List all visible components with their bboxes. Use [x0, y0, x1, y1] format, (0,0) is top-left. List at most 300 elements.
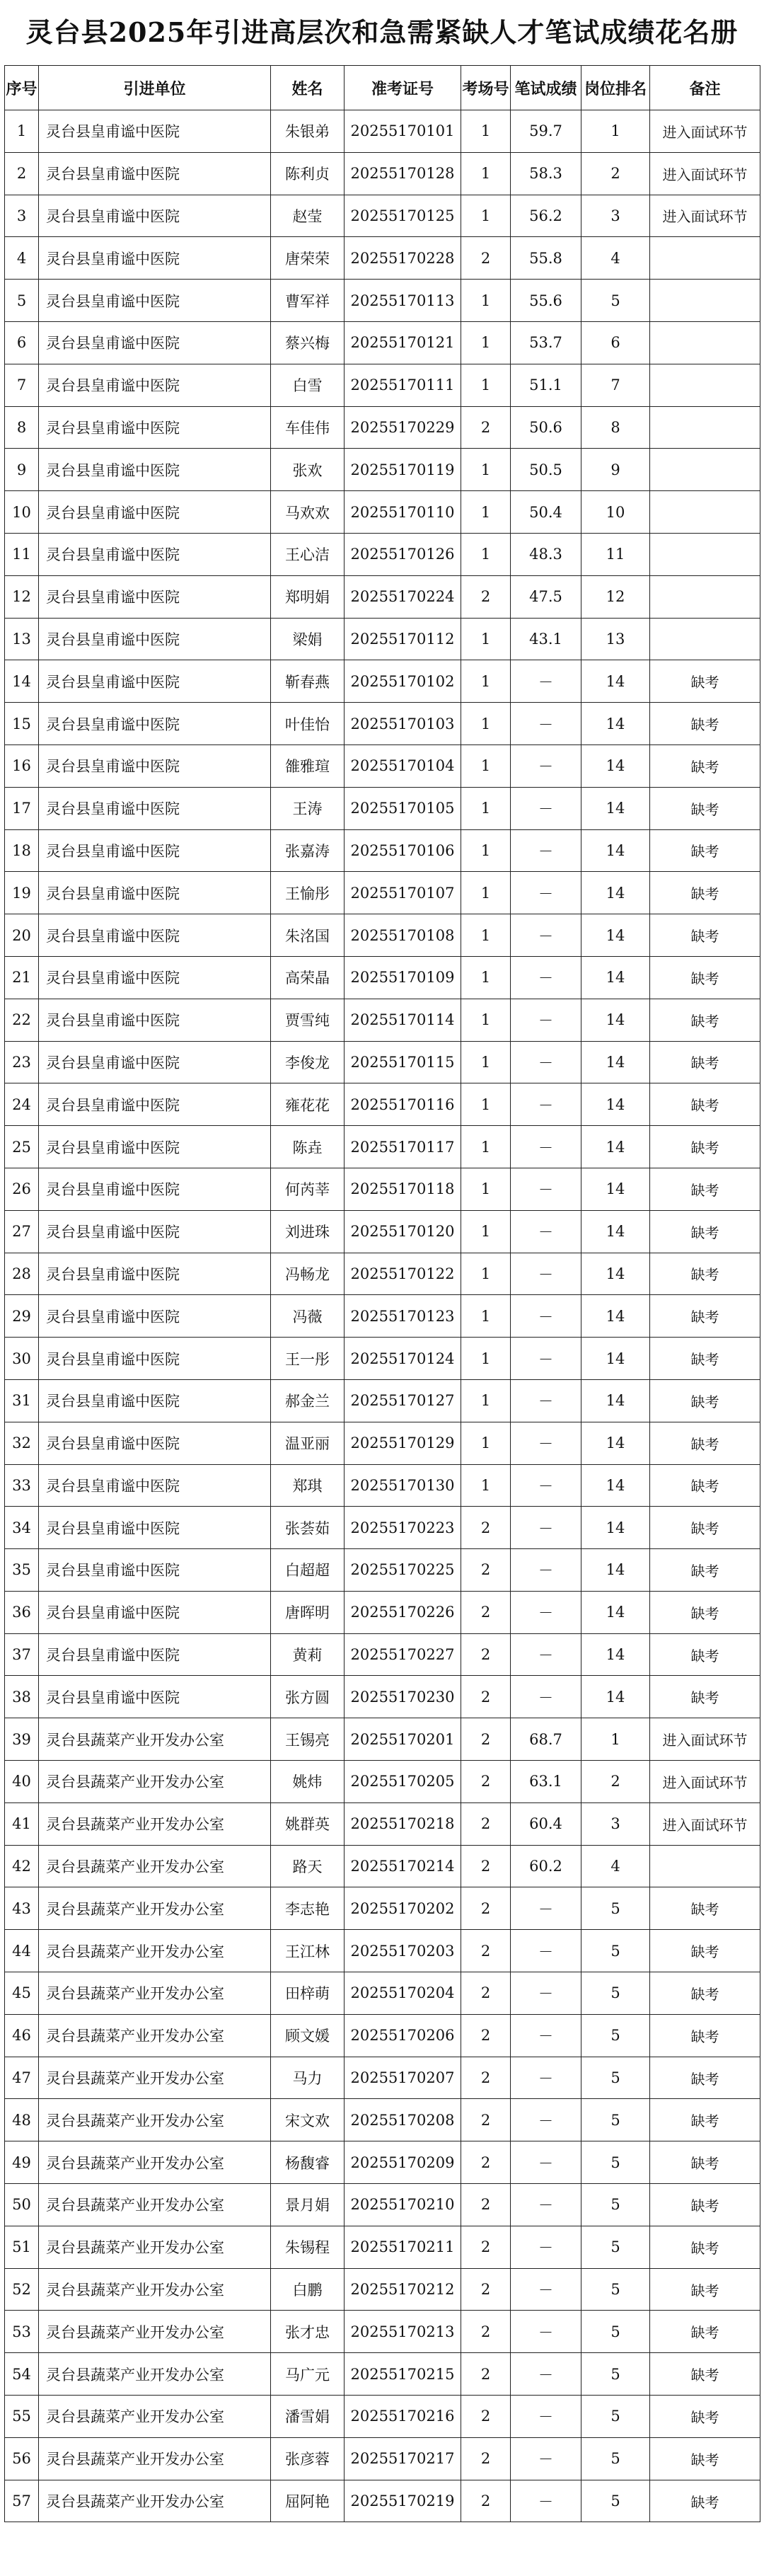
cell-ticket: 20255170218	[345, 1802, 461, 1845]
cell-index: 47	[5, 2057, 39, 2099]
cell-unit: 灵台县皇甫谧中医院	[39, 491, 271, 534]
cell-rank: 14	[581, 1168, 650, 1210]
cell-rank: 14	[581, 999, 650, 1041]
cell-name: 曹军祥	[271, 280, 345, 322]
cell-unit: 灵台县蔬菜产业开发办公室	[39, 2268, 271, 2311]
cell-name: 姚群英	[271, 1802, 345, 1845]
cell-rank: 5	[581, 2396, 650, 2438]
cell-rank: 5	[581, 2437, 650, 2480]
cell-room: 2	[461, 1887, 511, 1930]
cell-index: 55	[5, 2396, 39, 2438]
cell-rank: 4	[581, 237, 650, 280]
table-row	[5, 321, 760, 364]
cell-ticket: 20255170110	[345, 491, 461, 534]
cell-index: 7	[5, 364, 39, 406]
cell-rank: 14	[581, 1253, 650, 1295]
cell-unit: 灵台县皇甫谧中医院	[39, 1126, 271, 1168]
cell-room: 1	[461, 110, 511, 153]
cell-remark	[650, 237, 760, 280]
cell-room: 1	[461, 1210, 511, 1253]
table-row	[5, 1845, 760, 1887]
cell-index: 24	[5, 1083, 39, 1126]
cell-remark: 缺考	[650, 1168, 760, 1210]
cell-room: 1	[461, 1379, 511, 1422]
cell-rank: 10	[581, 491, 650, 534]
cell-remark: 缺考	[650, 660, 760, 703]
cell-room: 1	[461, 1126, 511, 1168]
cell-room: 2	[461, 2311, 511, 2353]
cell-name: 温亚丽	[271, 1422, 345, 1464]
cell-index: 27	[5, 1210, 39, 1253]
cell-room: 2	[461, 1761, 511, 1803]
cell-name: 张彦蓉	[271, 2437, 345, 2480]
cell-remark: 缺考	[650, 1507, 760, 1549]
cell-score: 50.5	[511, 449, 581, 491]
cell-ticket: 20255170217	[345, 2437, 461, 2480]
cell-unit: 灵台县皇甫谧中医院	[39, 618, 271, 660]
table-row	[5, 2437, 760, 2480]
cell-unit: 灵台县皇甫谧中医院	[39, 872, 271, 914]
cell-rank: 9	[581, 449, 650, 491]
cell-ticket: 20255170210	[345, 2184, 461, 2226]
cell-score: －	[511, 2141, 581, 2184]
cell-ticket: 20255170113	[345, 280, 461, 322]
cell-score: －	[511, 1295, 581, 1338]
table-row	[5, 1718, 760, 1761]
cell-name: 雒雅瑄	[271, 744, 345, 787]
cell-ticket: 20255170101	[345, 110, 461, 153]
cell-score: －	[511, 1083, 581, 1126]
header-remark: 备注	[650, 66, 760, 110]
cell-room: 1	[461, 449, 511, 491]
cell-score: －	[511, 1549, 581, 1592]
cell-name: 李志艳	[271, 1887, 345, 1930]
cell-unit: 灵台县皇甫谧中医院	[39, 829, 271, 872]
cell-room: 1	[461, 829, 511, 872]
table-row	[5, 449, 760, 491]
cell-unit: 灵台县皇甫谧中医院	[39, 1676, 271, 1718]
table-row	[5, 2311, 760, 2353]
table-row	[5, 1464, 760, 1507]
cell-ticket: 20255170115	[345, 1041, 461, 1083]
cell-room: 2	[461, 2057, 511, 2099]
cell-unit: 灵台县皇甫谧中医院	[39, 406, 271, 449]
cell-score: －	[511, 1126, 581, 1168]
cell-score: －	[511, 914, 581, 957]
cell-rank: 5	[581, 2480, 650, 2522]
cell-remark: 缺考	[650, 787, 760, 829]
table-row	[5, 2268, 760, 2311]
cell-score: －	[511, 999, 581, 1041]
cell-rank: 5	[581, 1887, 650, 1930]
cell-index: 39	[5, 1718, 39, 1761]
cell-index: 6	[5, 321, 39, 364]
cell-remark	[650, 449, 760, 491]
cell-ticket: 20255170122	[345, 1253, 461, 1295]
cell-unit: 灵台县蔬菜产业开发办公室	[39, 1802, 271, 1845]
cell-unit: 灵台县蔬菜产业开发办公室	[39, 2184, 271, 2226]
cell-remark: 进入面试环节	[650, 152, 760, 195]
cell-room: 2	[461, 2396, 511, 2438]
cell-rank: 14	[581, 1041, 650, 1083]
cell-index: 46	[5, 2014, 39, 2057]
cell-unit: 灵台县皇甫谧中医院	[39, 1083, 271, 1126]
cell-unit: 灵台县蔬菜产业开发办公室	[39, 1761, 271, 1803]
cell-unit: 灵台县蔬菜产业开发办公室	[39, 2226, 271, 2268]
cell-remark: 缺考	[650, 2480, 760, 2522]
header-ticket: 准考证号	[345, 66, 461, 110]
cell-rank: 14	[581, 1464, 650, 1507]
table-row	[5, 1591, 760, 1633]
cell-unit: 灵台县蔬菜产业开发办公室	[39, 2311, 271, 2353]
cell-ticket: 20255170104	[345, 744, 461, 787]
cell-rank: 14	[581, 1633, 650, 1676]
cell-name: 冯畅龙	[271, 1253, 345, 1295]
cell-ticket: 20255170105	[345, 787, 461, 829]
cell-unit: 灵台县蔬菜产业开发办公室	[39, 2437, 271, 2480]
cell-ticket: 20255170219	[345, 2480, 461, 2522]
cell-score: －	[511, 703, 581, 745]
cell-rank: 14	[581, 787, 650, 829]
cell-remark	[650, 1845, 760, 1887]
cell-name: 车佳伟	[271, 406, 345, 449]
cell-ticket: 20255170201	[345, 1718, 461, 1761]
cell-remark: 缺考	[650, 1338, 760, 1380]
table-row	[5, 406, 760, 449]
cell-index: 44	[5, 1930, 39, 1972]
cell-index: 33	[5, 1464, 39, 1507]
cell-score: －	[511, 1972, 581, 2015]
cell-remark	[650, 406, 760, 449]
cell-index: 36	[5, 1591, 39, 1633]
cell-index: 52	[5, 2268, 39, 2311]
cell-name: 李俊龙	[271, 1041, 345, 1083]
cell-rank: 5	[581, 2014, 650, 2057]
cell-ticket: 20255170108	[345, 914, 461, 957]
cell-rank: 5	[581, 2353, 650, 2396]
cell-unit: 灵台县皇甫谧中医院	[39, 914, 271, 957]
cell-remark	[650, 491, 760, 534]
cell-name: 马力	[271, 2057, 345, 2099]
cell-unit: 灵台县皇甫谧中医院	[39, 1507, 271, 1549]
cell-rank: 14	[581, 1379, 650, 1422]
cell-name: 唐荣荣	[271, 237, 345, 280]
cell-ticket: 20255170102	[345, 660, 461, 703]
cell-name: 白雪	[271, 364, 345, 406]
cell-room: 2	[461, 1633, 511, 1676]
cell-unit: 灵台县皇甫谧中医院	[39, 195, 271, 237]
cell-unit: 灵台县蔬菜产业开发办公室	[39, 2480, 271, 2522]
cell-remark	[650, 618, 760, 660]
table-row	[5, 1549, 760, 1592]
cell-rank: 14	[581, 1676, 650, 1718]
cell-rank: 5	[581, 2141, 650, 2184]
cell-room: 2	[461, 2099, 511, 2141]
cell-index: 17	[5, 787, 39, 829]
table-row	[5, 744, 760, 787]
cell-name: 马广元	[271, 2353, 345, 2396]
cell-ticket: 20255170208	[345, 2099, 461, 2141]
cell-score: －	[511, 787, 581, 829]
cell-unit: 灵台县皇甫谧中医院	[39, 787, 271, 829]
cell-score: －	[511, 2184, 581, 2226]
cell-rank: 14	[581, 872, 650, 914]
cell-score: －	[511, 2480, 581, 2522]
cell-rank: 5	[581, 1930, 650, 1972]
table-row	[5, 1253, 760, 1295]
cell-remark: 进入面试环节	[650, 110, 760, 153]
cell-ticket: 20255170230	[345, 1676, 461, 1718]
cell-unit: 灵台县皇甫谧中医院	[39, 280, 271, 322]
cell-index: 4	[5, 237, 39, 280]
cell-unit: 灵台县皇甫谧中医院	[39, 1210, 271, 1253]
cell-remark: 缺考	[650, 2226, 760, 2268]
cell-index: 3	[5, 195, 39, 237]
table-row	[5, 195, 760, 237]
cell-room: 2	[461, 2014, 511, 2057]
cell-rank: 5	[581, 1972, 650, 2015]
cell-score: 50.4	[511, 491, 581, 534]
cell-score: －	[511, 1507, 581, 1549]
cell-rank: 6	[581, 321, 650, 364]
cell-room: 1	[461, 660, 511, 703]
cell-name: 王江林	[271, 1930, 345, 1972]
cell-name: 蔡兴梅	[271, 321, 345, 364]
cell-room: 2	[461, 1507, 511, 1549]
cell-name: 张才忠	[271, 2311, 345, 2353]
table-row	[5, 618, 760, 660]
cell-rank: 1	[581, 1718, 650, 1761]
cell-room: 1	[461, 195, 511, 237]
cell-ticket: 20255170226	[345, 1591, 461, 1633]
cell-room: 2	[461, 237, 511, 280]
cell-name: 朱洺国	[271, 914, 345, 957]
table-row	[5, 999, 760, 1041]
cell-rank: 5	[581, 2226, 650, 2268]
cell-remark: 缺考	[650, 2437, 760, 2480]
cell-name: 贾雪纯	[271, 999, 345, 1041]
cell-name: 黄莉	[271, 1633, 345, 1676]
cell-index: 53	[5, 2311, 39, 2353]
cell-remark: 缺考	[650, 914, 760, 957]
cell-remark: 缺考	[650, 1253, 760, 1295]
cell-room: 1	[461, 744, 511, 787]
cell-unit: 灵台县蔬菜产业开发办公室	[39, 2014, 271, 2057]
cell-ticket: 20255170206	[345, 2014, 461, 2057]
cell-room: 1	[461, 364, 511, 406]
table-row	[5, 2057, 760, 2099]
cell-ticket: 20255170228	[345, 237, 461, 280]
cell-index: 41	[5, 1802, 39, 1845]
cell-index: 29	[5, 1295, 39, 1338]
cell-unit: 灵台县皇甫谧中医院	[39, 744, 271, 787]
cell-score: －	[511, 2396, 581, 2438]
table-row	[5, 110, 760, 153]
cell-unit: 灵台县皇甫谧中医院	[39, 1422, 271, 1464]
cell-room: 1	[461, 1464, 511, 1507]
cell-remark: 缺考	[650, 1464, 760, 1507]
cell-score: 68.7	[511, 1718, 581, 1761]
cell-unit: 灵台县蔬菜产业开发办公室	[39, 2353, 271, 2396]
cell-rank: 8	[581, 406, 650, 449]
cell-room: 2	[461, 1591, 511, 1633]
cell-unit: 灵台县皇甫谧中医院	[39, 1633, 271, 1676]
cell-index: 21	[5, 956, 39, 999]
cell-name: 王锡亮	[271, 1718, 345, 1761]
table-row	[5, 2226, 760, 2268]
cell-ticket: 20255170124	[345, 1338, 461, 1380]
cell-name: 郝金兰	[271, 1379, 345, 1422]
cell-unit: 灵台县皇甫谧中医院	[39, 1041, 271, 1083]
cell-rank: 2	[581, 1761, 650, 1803]
cell-name: 王一彤	[271, 1338, 345, 1380]
cell-remark: 缺考	[650, 956, 760, 999]
cell-name: 唐晖明	[271, 1591, 345, 1633]
cell-room: 1	[461, 1422, 511, 1464]
cell-remark	[650, 321, 760, 364]
cell-index: 38	[5, 1676, 39, 1718]
cell-unit: 灵台县皇甫谧中医院	[39, 1168, 271, 1210]
table-row	[5, 1338, 760, 1380]
table-row	[5, 1168, 760, 1210]
table-row	[5, 2353, 760, 2396]
table-row	[5, 1633, 760, 1676]
cell-unit: 灵台县皇甫谧中医院	[39, 1591, 271, 1633]
cell-remark	[650, 280, 760, 322]
table-row	[5, 829, 760, 872]
cell-remark: 缺考	[650, 999, 760, 1041]
table-row	[5, 2480, 760, 2522]
table-row	[5, 491, 760, 534]
cell-index: 25	[5, 1126, 39, 1168]
cell-index: 9	[5, 449, 39, 491]
cell-name: 路天	[271, 1845, 345, 1887]
cell-unit: 灵台县皇甫谧中医院	[39, 1295, 271, 1338]
header-name: 姓名	[271, 66, 345, 110]
cell-ticket: 20255170126	[345, 533, 461, 575]
table-header-row	[5, 66, 760, 110]
cell-index: 56	[5, 2437, 39, 2480]
cell-ticket: 20255170212	[345, 2268, 461, 2311]
cell-rank: 13	[581, 618, 650, 660]
table-row	[5, 1930, 760, 1972]
table-body	[5, 110, 760, 2522]
cell-ticket: 20255170118	[345, 1168, 461, 1210]
cell-rank: 3	[581, 195, 650, 237]
cell-ticket: 20255170223	[345, 1507, 461, 1549]
cell-index: 19	[5, 872, 39, 914]
cell-name: 潘雪娟	[271, 2396, 345, 2438]
cell-rank: 14	[581, 956, 650, 999]
cell-room: 1	[461, 1338, 511, 1380]
header-score: 笔试成绩	[511, 66, 581, 110]
cell-remark: 缺考	[650, 2141, 760, 2184]
cell-room: 1	[461, 533, 511, 575]
cell-score: －	[511, 2353, 581, 2396]
cell-score: －	[511, 1253, 581, 1295]
cell-index: 50	[5, 2184, 39, 2226]
cell-remark: 缺考	[650, 1887, 760, 1930]
cell-index: 48	[5, 2099, 39, 2141]
cell-ticket: 20255170214	[345, 1845, 461, 1887]
cell-room: 2	[461, 2268, 511, 2311]
cell-index: 51	[5, 2226, 39, 2268]
cell-unit: 灵台县蔬菜产业开发办公室	[39, 2396, 271, 2438]
cell-remark: 缺考	[650, 1591, 760, 1633]
cell-ticket: 20255170204	[345, 1972, 461, 2015]
cell-remark	[650, 575, 760, 618]
cell-ticket: 20255170106	[345, 829, 461, 872]
cell-rank: 14	[581, 1083, 650, 1126]
cell-name: 马欢欢	[271, 491, 345, 534]
cell-remark: 缺考	[650, 703, 760, 745]
cell-index: 45	[5, 1972, 39, 2015]
cell-remark: 缺考	[650, 2268, 760, 2311]
cell-name: 叶佳怡	[271, 703, 345, 745]
cell-room: 1	[461, 787, 511, 829]
cell-score: －	[511, 744, 581, 787]
cell-score: 55.8	[511, 237, 581, 280]
cell-rank: 2	[581, 152, 650, 195]
cell-index: 1	[5, 110, 39, 153]
cell-ticket: 20255170207	[345, 2057, 461, 2099]
cell-rank: 4	[581, 1845, 650, 1887]
cell-score: －	[511, 872, 581, 914]
cell-index: 23	[5, 1041, 39, 1083]
cell-room: 2	[461, 1972, 511, 2015]
cell-unit: 灵台县皇甫谧中医院	[39, 364, 271, 406]
cell-room: 2	[461, 1802, 511, 1845]
cell-name: 陈利贞	[271, 152, 345, 195]
cell-score: －	[511, 1633, 581, 1676]
cell-ticket: 20255170211	[345, 2226, 461, 2268]
cell-score: －	[511, 2099, 581, 2141]
cell-ticket: 20255170111	[345, 364, 461, 406]
cell-score: －	[511, 1422, 581, 1464]
cell-score: 59.7	[511, 110, 581, 153]
cell-rank: 5	[581, 2184, 650, 2226]
cell-room: 1	[461, 999, 511, 1041]
cell-ticket: 20255170128	[345, 152, 461, 195]
table-row	[5, 364, 760, 406]
cell-remark: 进入面试环节	[650, 1761, 760, 1803]
cell-rank: 5	[581, 2268, 650, 2311]
cell-unit: 灵台县皇甫谧中医院	[39, 152, 271, 195]
cell-rank: 14	[581, 703, 650, 745]
cell-room: 1	[461, 872, 511, 914]
cell-rank: 14	[581, 660, 650, 703]
cell-unit: 灵台县蔬菜产业开发办公室	[39, 1930, 271, 1972]
cell-rank: 14	[581, 1422, 650, 1464]
cell-name: 朱锡程	[271, 2226, 345, 2268]
cell-rank: 3	[581, 1802, 650, 1845]
cell-index: 22	[5, 999, 39, 1041]
cell-name: 朱银弟	[271, 110, 345, 153]
table-row	[5, 1041, 760, 1083]
cell-index: 18	[5, 829, 39, 872]
cell-unit: 灵台县皇甫谧中医院	[39, 449, 271, 491]
cell-room: 1	[461, 491, 511, 534]
cell-unit: 灵台县蔬菜产业开发办公室	[39, 2141, 271, 2184]
cell-score: －	[511, 1210, 581, 1253]
cell-remark: 缺考	[650, 2184, 760, 2226]
cell-score: 55.6	[511, 280, 581, 322]
cell-remark: 缺考	[650, 1676, 760, 1718]
table-row	[5, 2141, 760, 2184]
table-row	[5, 1761, 760, 1803]
cell-unit: 灵台县蔬菜产业开发办公室	[39, 2057, 271, 2099]
header-unit: 引进单位	[39, 66, 271, 110]
